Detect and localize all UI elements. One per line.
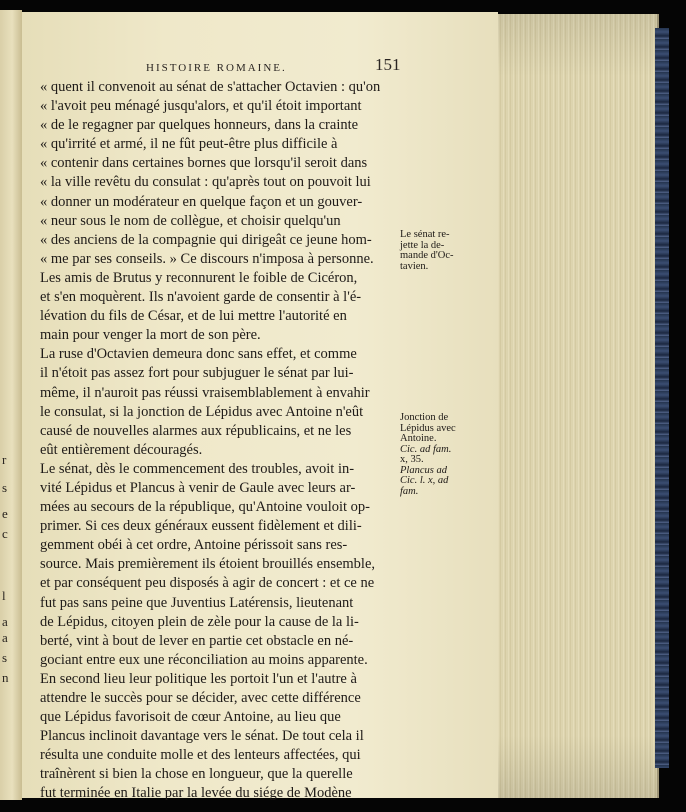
book-fore-edge [497, 14, 659, 798]
margin-note-line: Plancus ad [400, 464, 447, 476]
facing-page-fragment: r [2, 452, 7, 467]
text-line: gociant entre eux une réconciliation au moins apparente. [40, 651, 368, 668]
text-line: que Lépidus favorisoit de cœur Antoine, au lieu que [40, 709, 341, 726]
text-line: traînèrent si bien la chose en longueur, que la querelle [40, 766, 353, 783]
margin-note-line: jette la de- [400, 239, 445, 251]
facing-page-fragment: l [2, 588, 6, 603]
text-line: il n'étoit pas assez fort pour subjuguer le sénat par lui- [40, 365, 354, 382]
text-line: fut terminée en Italie par la levée du siége de Modène [40, 785, 352, 802]
facing-page-fragment: s [2, 650, 8, 665]
text-line: Les amis de Brutus y reconnurent le foible de Cicéron, [40, 269, 358, 286]
text-line: « qu'irrité et armé, il ne fût peut-être plus difficile à [40, 136, 338, 153]
text-line: même, il n'auroit pas réussi vraisemblablement à envahir [40, 384, 370, 401]
margin-note-line: fam. [400, 485, 419, 497]
facing-page-fragment: s [2, 480, 8, 495]
facing-page-fragment: a [2, 614, 8, 629]
text-line: Le sénat, dès le commencement des troubles, avoit in- [40, 460, 355, 477]
margin-note-line: Jonction de [400, 412, 449, 423]
text-line: vité Lépidus et Plancus à venir de Gaule avec leurs ar- [40, 479, 356, 496]
text-line: gemment obéi à cet ordre, Antoine périssoit sans res- [40, 537, 348, 554]
margin-note-line: x, 35. [400, 454, 424, 465]
margin-note-line: Lépidus avec [400, 422, 456, 434]
facing-page-edge [0, 10, 22, 800]
facing-page-fragment: a [2, 630, 8, 645]
text-line: eût entièrement découragés. [40, 441, 203, 458]
page-number: 151 [375, 55, 401, 74]
text-line: fut pas sans peine que Juventius Latérensis, lieutenant [40, 594, 354, 611]
text-line: « l'avoit peu ménagé jusqu'alors, et qu'il étoit important [40, 98, 362, 115]
book-cover-edge [655, 28, 669, 768]
running-head: HISTOIRE ROMAINE. [146, 62, 287, 74]
text-line: Plancus inclinoit davantage vers le sénat. De tout cela il [40, 728, 364, 745]
margin-note-line: tavien. [400, 260, 429, 272]
margin-note [400, 230, 492, 272]
body-text [40, 78, 400, 804]
text-line: « contenir dans certaines bornes que lorsqu'il seroit dans [40, 155, 368, 172]
text-line: « me par ses conseils. » Ce discours n'imposa à personne. [40, 250, 374, 267]
text-line: de Lépidus, citoyen plein de zèle pour la cause de la li- [40, 613, 359, 630]
text-line: causé de nouvelles alarmes aux républicains, et ne les [40, 422, 352, 439]
text-line: « des anciens de la compagnie qui dirigeât ce jeune hom- [40, 231, 372, 248]
margin-note-line: mande d'Oc- [400, 250, 454, 261]
text-line: La ruse d'Octavien demeura donc sans effet, et comme [40, 346, 357, 363]
text-line: En second lieu leur politique les portoit l'un et l'autre à [40, 670, 357, 687]
text-line: « de le regagner par quelques honneurs, dans la crainte [40, 117, 359, 134]
facing-page-fragment: c [2, 526, 8, 541]
text-line: « la ville revêtu du consulat : qu'après tout on pouvoit lui [40, 174, 371, 191]
text-line: attendre le succès pour se décider, avec cette différence [40, 690, 361, 706]
text-line: et par conséquent peu disposés à agir de concert : et ce ne [40, 575, 375, 592]
text-line: berté, vint à bout de lever en partie cet obstacle en né- [40, 632, 354, 649]
text-line: « neur sous le nom de collègue, et choisir quelqu'un [40, 212, 341, 229]
margin-note-line: Cic. ad fam. [400, 443, 452, 455]
margin-note [400, 413, 492, 497]
margin-note-line: Antoine. [400, 433, 437, 444]
text-line: résulta une conduite molle et des lenteurs affectées, qui [40, 747, 361, 764]
text-line: source. Mais premièrement ils étoient brouillés ensemble, [40, 556, 376, 573]
margin-note-line: Le sénat re- [400, 229, 450, 240]
text-line: primer. Si ces deux généraux eussent fidèlement et dili- [40, 518, 362, 535]
text-line: mées au secours de la république, qu'Antoine vouloit op- [40, 499, 370, 516]
text-line: « donner un modérateur en quelque façon et un gouver- [40, 193, 363, 210]
text-line: et s'en moquèrent. Ils n'avoient garde de consentir à l'é- [40, 289, 362, 306]
text-line: le consulat, si la jonction de Lépidus avec Antoine n'eût [40, 403, 364, 420]
text-line: main pour venger la mort de son père. [40, 327, 261, 344]
text-line: lévation du fils de César, et de lui mettre l'autorité en [40, 308, 347, 325]
margin-note-line: Cic. l. x, ad [400, 475, 449, 486]
facing-page-fragment: e [2, 506, 8, 521]
text-line: « quent il convenoit au sénat de s'attacher Octavien : qu'on [40, 79, 381, 95]
facing-page-fragment: n [2, 670, 9, 685]
